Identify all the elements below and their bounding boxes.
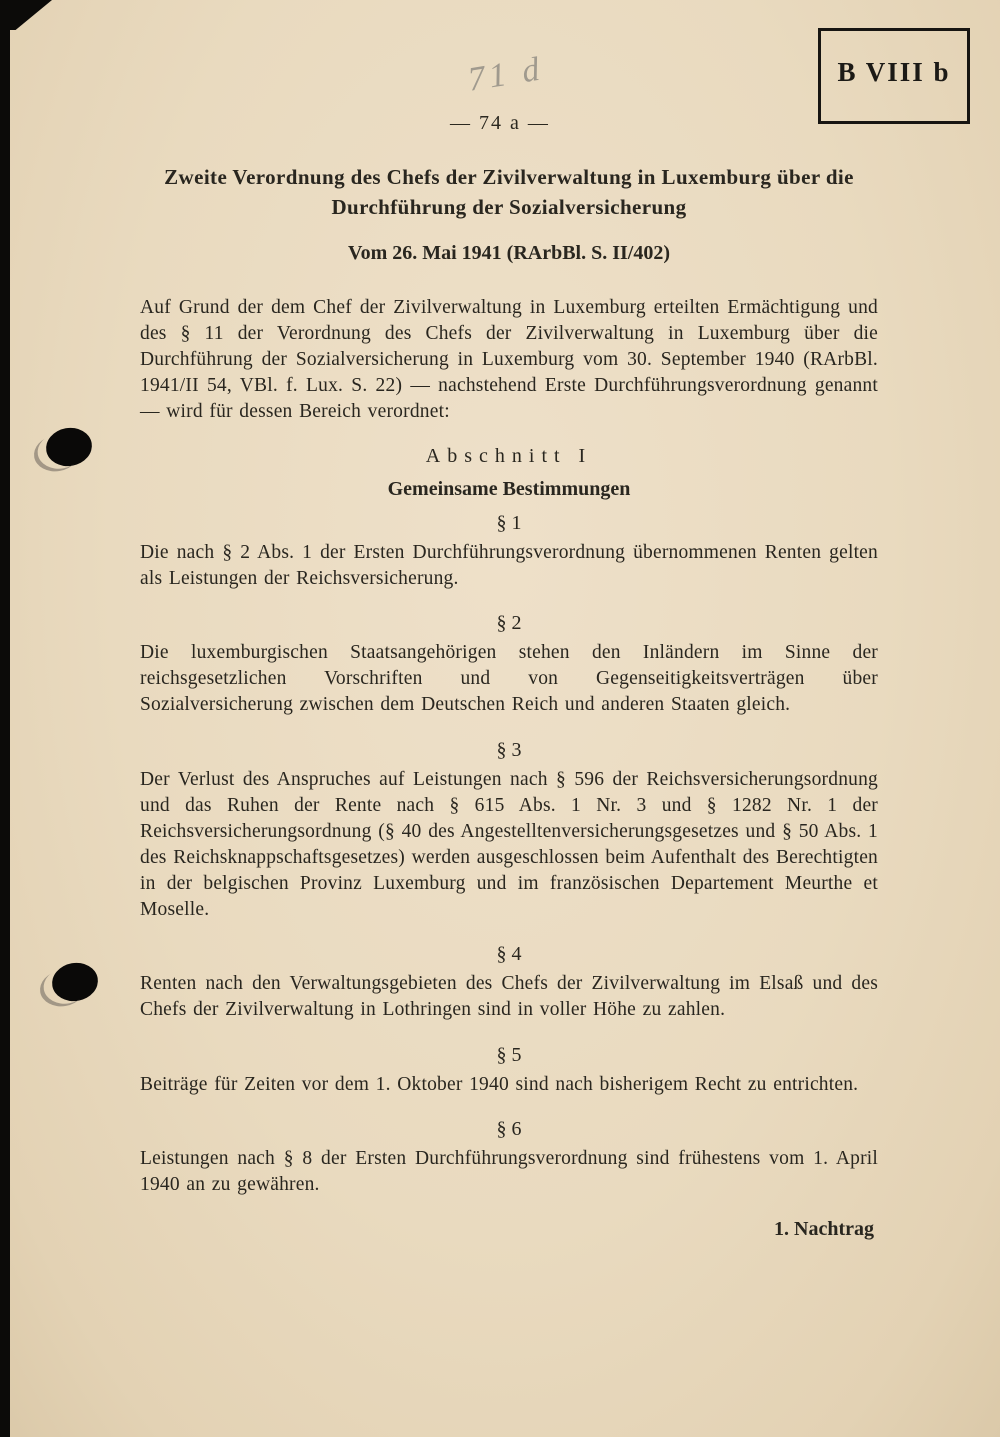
document-title [140, 162, 878, 222]
section-paragraph: Die nach § 2 Abs. 1 der Ersten Durchführungsverordnung übernommenen Renten gelten als Leistungen der Reichsversicherung. [140, 541, 878, 589]
section-heading: § 1 [496, 511, 522, 534]
classification-box [818, 28, 970, 124]
section-heading: § 2 [496, 612, 522, 634]
section-heading: § 6 [496, 1118, 522, 1140]
page-number: — 74 a — [450, 112, 550, 134]
document-title-line1: Zweite Verordnung des Chefs der Zivilverwaltung in Luxemburg über die [164, 165, 854, 189]
classification-label: B VIII b [837, 57, 951, 87]
intro-paragraph: Auf Grund der dem Chef der Zivilverwaltung in Luxemburg erteilten Ermächtigung und des § 11 der Verordnung des Chefs der Zivilverwaltung in Luxemburg über die Durchführung der Sozialversicherung in Luxemburg vom 30. September 1940 (RArbBl. 1941/II 54, VBl. f. Lux. S. 22) — nachstehend Erste Durchführungsverordnung genannt — wird für dessen Bereich verordnet: [140, 297, 878, 422]
document-title-line2: Durchführung der Sozialversicherung [331, 195, 687, 219]
punch-hole [49, 959, 101, 1004]
document-date-line: Vom 26. Mai 1941 (RArbBl. S. II/402) [347, 242, 671, 264]
section-heading: § 5 [496, 1043, 522, 1066]
abschnitt-subtitle: Gemeinsame Bestimmungen [387, 477, 631, 500]
section-heading: § 3 [496, 738, 522, 761]
section-paragraph: Beiträge für Zeiten vor dem 1. Oktober 1940 sind nach bisherigem Recht zu entrichten. [140, 1073, 859, 1095]
abschnitt-heading: Abschnitt I [425, 444, 593, 467]
scan-corner-mark [0, 0, 52, 30]
section-paragraph: Renten nach den Verwaltungsgebieten des Chefs der Zivilverwaltung im Elsaß und des Chefs der Zivilverwaltung in Lothringen sind in voller Höhe zu zahlen. [140, 973, 878, 1020]
nachtrag-label: 1. Nachtrag [774, 1217, 874, 1240]
section-paragraph: Leistungen nach § 8 der Ersten Durchführungsverordnung sind frühestens vom 1. April 1940 an zu gewähren. [140, 1148, 878, 1195]
punch-hole [43, 424, 95, 469]
scan-edge-shadow [0, 0, 10, 1437]
document-body [140, 162, 878, 1241]
section-heading: § 4 [496, 943, 522, 965]
handwritten-note: 71 d [465, 50, 546, 99]
section-paragraph: Der Verlust des Anspruches auf Leistungen nach § 596 der Reichsversicherungsordnung und das Ruhen der Rente nach § 615 Abs. 1 Nr. 3 und § 1282 Nr. 1 der Reichsversicherungsordnung (§ 40 des Angestelltenversicherungsgesetzes und § 50 Abs. 1 des Reichsknappschaftsgesetzes) werden ausgeschlossen beim Aufenthalt des Berechtigten in der belgischen Provinz Luxemburg und im französischen Departement Meurthe et Moselle. [140, 768, 878, 920]
section-paragraph: Die luxemburgischen Staatsangehörigen stehen den Inländern im Sinne der reichsgesetzlichen Vorschriften und von Gegenseitigkeitsverträgen über Sozialversicherung zwischen dem Deutschen Reich und anderen Staaten gleich. [140, 642, 878, 715]
